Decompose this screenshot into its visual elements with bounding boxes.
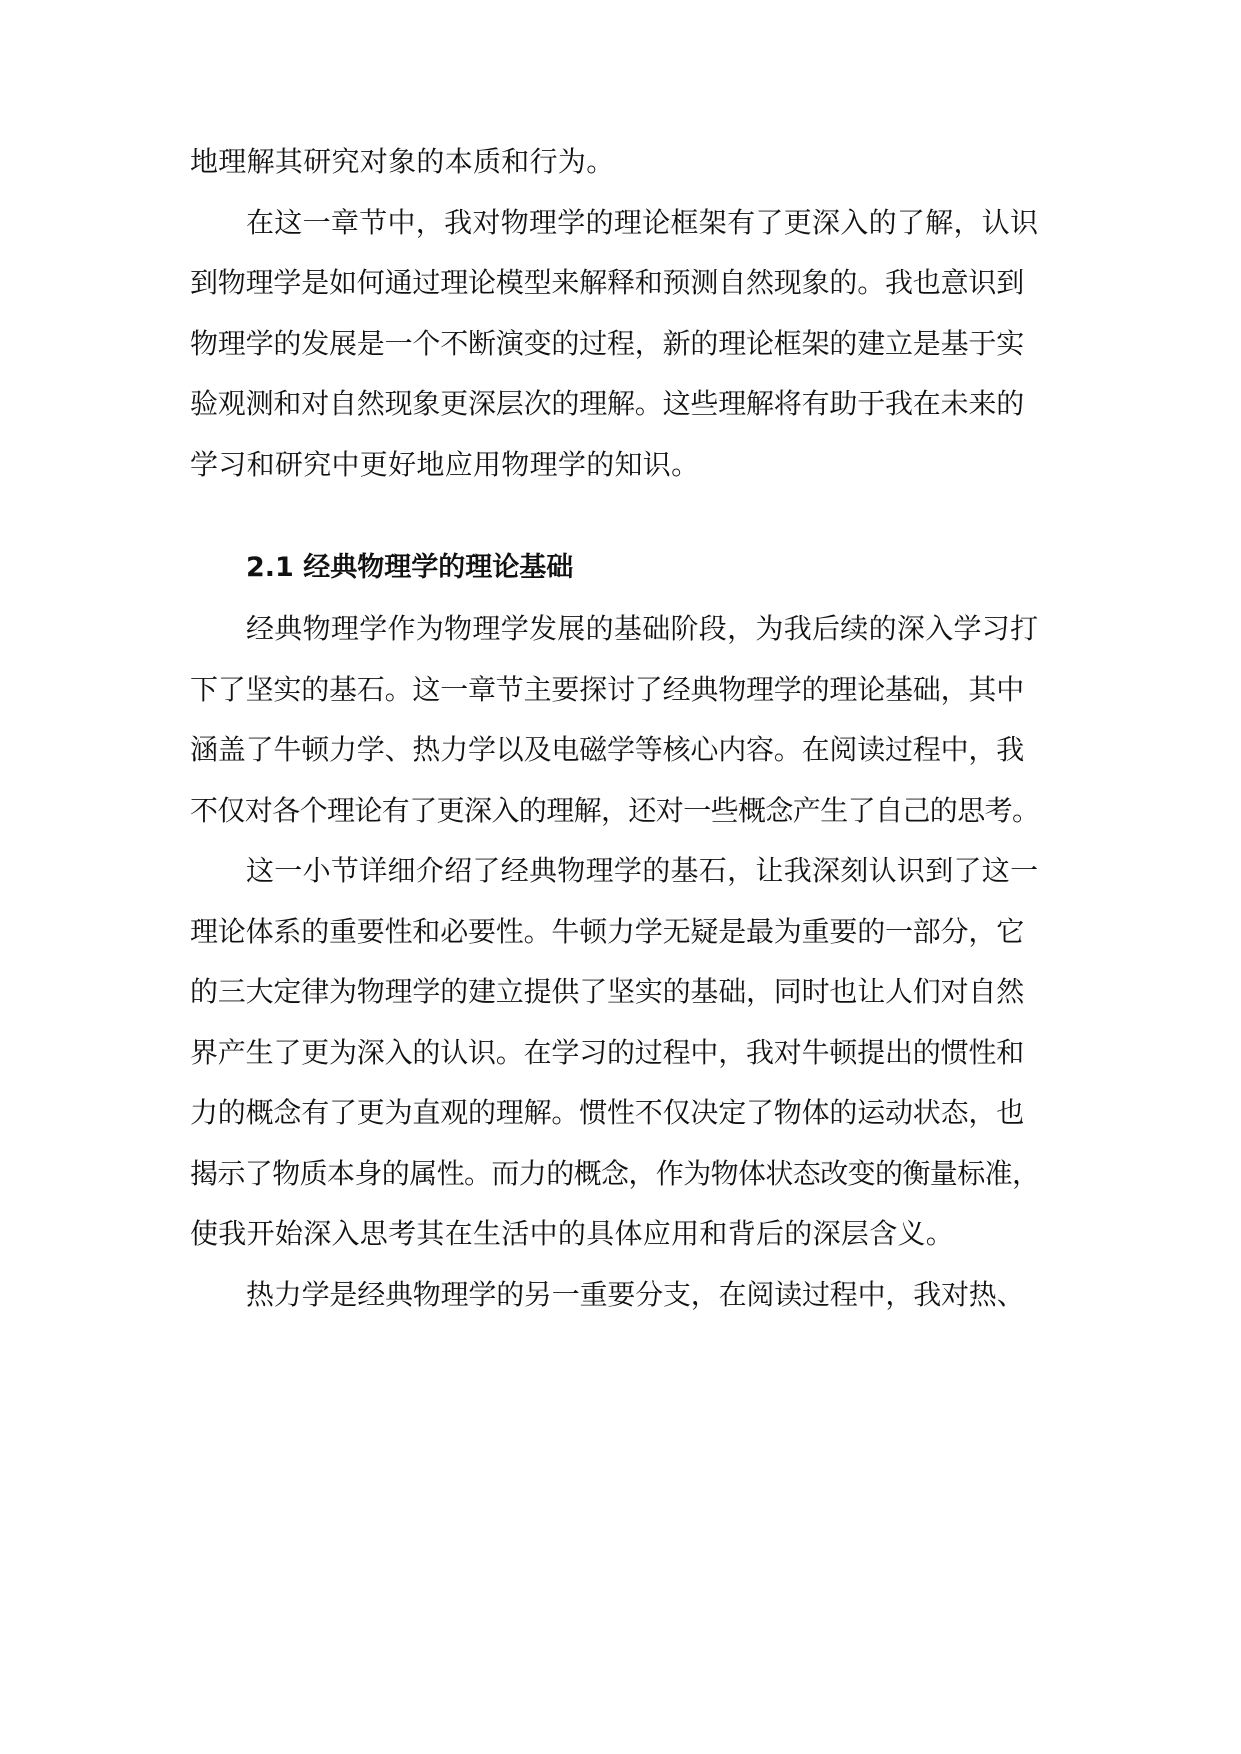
text-line: 学习和研究中更好地应用物理学的知识。 <box>190 447 700 481</box>
section-heading: 2.1 经典物理学的理论基础 <box>246 552 574 583</box>
text-line: 的三大定律为物理学的建立提供了坚实的基础，同时也让人们对自然 <box>190 975 1025 1008</box>
text-line: 揭示了物质本身的属性。而力的概念，作为物体状态改变的衡量标准， <box>190 1156 1040 1190</box>
paragraph-start-line: 这一小节详细介绍了经典物理学的基石，让我深刻认识到了这一 <box>246 854 1039 887</box>
paragraph-start-line: 经典物理学作为物理学发展的基础阶段，为我后续的深入学习打 <box>246 612 1039 645</box>
text-line: 力的概念有了更为直观的理解。惯性不仅决定了物体的运动状态，也 <box>190 1096 1025 1129</box>
text-line: 下了坚实的基石。这一章节主要探讨了经典物理学的理论基础，其中 <box>190 672 1025 706</box>
text-line: 界产生了更为深入的认识。在学习的过程中，我对牛顿提出的惯性和 <box>190 1035 1025 1069</box>
body-text <box>190 132 1070 1325</box>
text-line: 物理学的发展是一个不断演变的过程，新的理论框架的建立是基于实 <box>190 326 1025 360</box>
text-line: 地理解其研究对象的本质和行为。 <box>190 145 615 178</box>
text-line: 涵盖了牛顿力学、热力学以及电磁学等核心内容。在阅读过程中，我 <box>190 733 1025 766</box>
text-line: 不仅对各个理论有了更深入的理解，还对一些概念产生了自己的思考。 <box>190 793 1040 827</box>
text-line: 使我开始深入思考其在生活中的具体应用和背后的深层含义。 <box>190 1217 955 1250</box>
text-line: 理论体系的重要性和必要性。牛顿力学无疑是最为重要的一部分，它 <box>190 914 1025 948</box>
section-gap <box>190 495 1070 537</box>
text-line: 验观测和对自然现象更深层次的理解。这些理解将有助于我在未来的 <box>190 387 1025 420</box>
paragraph-start-line: 在这一章节中，我对物理学的理论框架有了更深入的了解，认识 <box>246 205 1039 239</box>
text-line: 到物理学是如何通过理论模型来解释和预测自然现象的。我也意识到 <box>190 266 1025 299</box>
paragraph-start-line: 热力学是经典物理学的另一重要分支，在阅读过程中，我对热、 <box>246 1277 1025 1311</box>
